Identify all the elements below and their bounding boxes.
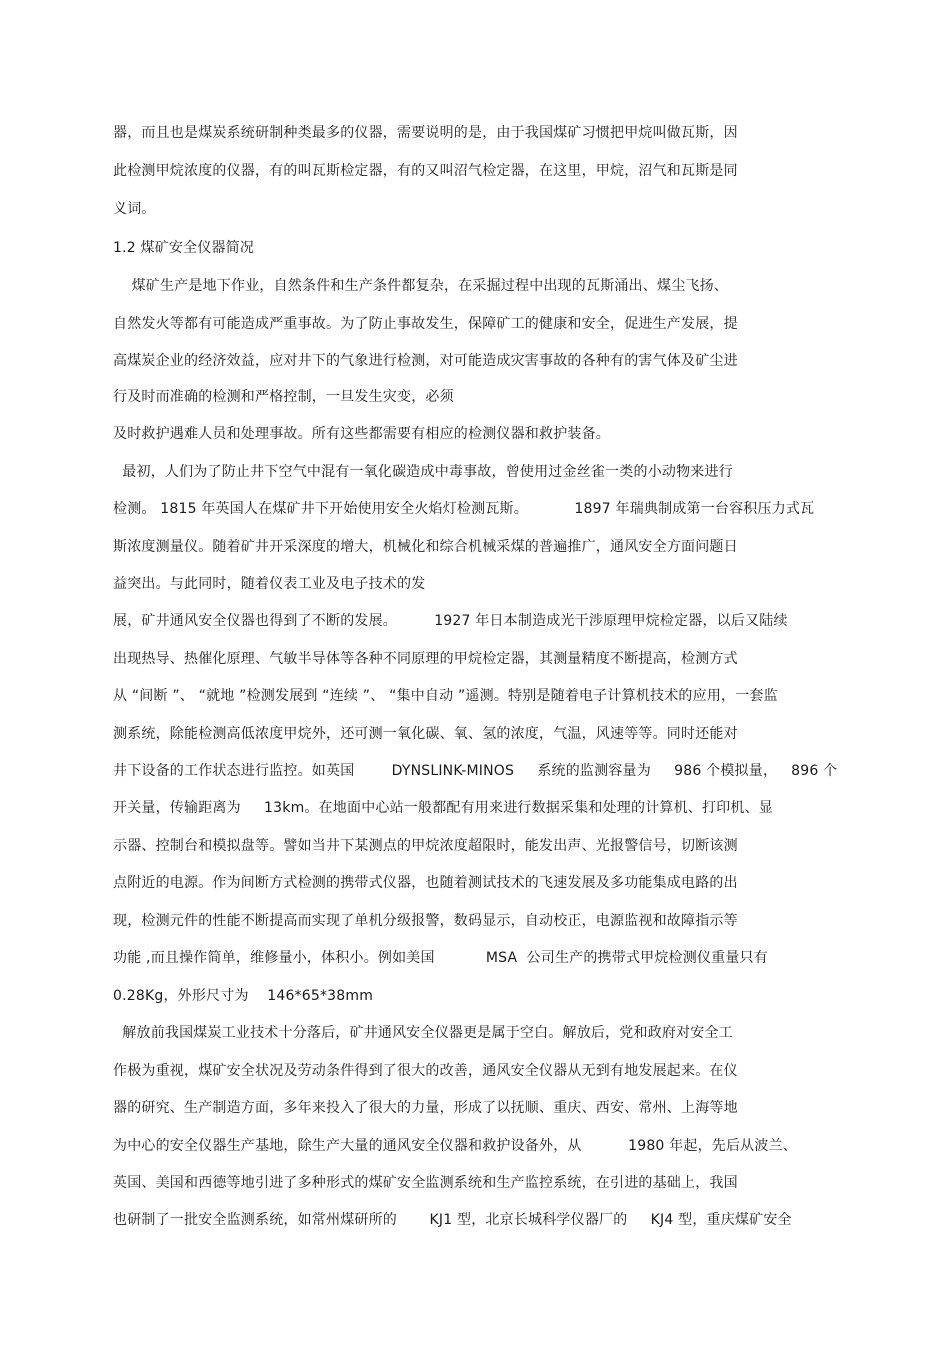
text-line: 益突出。与此同时，随着仪表工业及电子技术的发 — [113, 576, 426, 592]
text-line: 高煤炭企业的经济效益，应对井下的气象进行检测，对可能造成灾害事故的各种有的害气体及矿尘进 — [113, 353, 738, 369]
text-line: 测系统，除能检测高低浓度甲烷外，还可测一氧化碳、氧、氢的浓度，气温，风速等等。同时还能对 — [113, 726, 738, 742]
text-line: 出现热导、热催化原理、气敏半导体等各种不同原理的甲烷检定器，其测量精度不断提高，检测方式 — [113, 651, 738, 667]
text-line: 行及时而准确的检测和严格控制，一旦发生灾变，必须 — [113, 389, 454, 405]
section-heading: 1.2 煤矿安全仪器简况 — [113, 240, 255, 256]
text-line: 作极为重视，煤矿安全状况及劳动条件得到了很大的改善，通风安全仪器从无到有地发展起来。在仪 — [113, 1063, 738, 1079]
text-line: 自然发火等都有可能造成严重事故。为了防止事故发生，保障矿工的健康和安全，促进生产发展，提 — [113, 316, 738, 332]
text-line: 为中心的安全仪器生产基地，除生产大量的通风安全仪器和救护设备外，从 1980 年起，先后从波兰、 — [113, 1138, 797, 1154]
text-line: 及时救护遇难人员和处理事故。所有这些都需要有相应的检测仪器和救护装备。 — [113, 426, 610, 442]
text-line: 此检测甲烷浓度的仪器，有的叫瓦斯检定器，有的又叫沼气检定器，在这里，甲烷，沼气和瓦斯是同 — [113, 163, 738, 179]
text-line: 0.28Kg，外形尺寸为 146*65*38mm — [113, 988, 374, 1004]
text-line: 最初，人们为了防止井下空气中混有一氧化碳造成中毒事故，曾使用过金丝雀一类的小动物来进行 — [113, 464, 733, 480]
text-line: 开关量，传输距离为 13km。在地面中心站一般都配有用来进行数据采集和处理的计算机、打印机、显 — [113, 800, 774, 816]
text-line: 斯浓度测量仪。随着矿井开采深度的增大，机械化和综合机械采煤的普遍推广，通风安全方面问题日 — [113, 539, 738, 555]
text-line: 点附近的电源。作为间断方式检测的携带式仪器，也随着测试技术的飞速发展及多功能集成电路的出 — [113, 875, 738, 891]
text-line: 检测。 1815 年英国人在煤矿井下开始使用安全火焰灯检测瓦斯。 1897 年瑞典制成第一台容积压力式瓦 — [113, 501, 815, 517]
text-line: 井下设备的工作状态进行监控。如英国 DYNSLINK-MINOS 系统的监测容量为 986 个模拟量， 896 个 — [113, 763, 838, 779]
text-line: 功能 ,而且操作简单，维修量小，体积小。例如美国 MSA 公司生产的携带式甲烷检测仪重量只有 — [113, 950, 768, 966]
text-line: 器的研究、生产制造方面，多年来投入了很大的力量，形成了以抚顺、重庆、西安、常州、上海等地 — [113, 1100, 738, 1116]
text-line: 也研制了一批安全监测系统，如常州煤研所的 KJ1 型，北京长城科学仪器厂的 KJ4 型，重庆煤矿安全 — [113, 1212, 792, 1228]
text-line: 解放前我国煤炭工业技术十分落后，矿井通风安全仪器更是属于空白。解放后，党和政府对安全工 — [113, 1025, 733, 1041]
text-line: 义词。 — [113, 201, 156, 217]
text-line: 现，检测元件的性能不断提高而实现了单机分级报警，数码显示，自动校正，电源监视和故障指示等 — [113, 913, 738, 929]
text-line: 煤矿生产是地下作业，自然条件和生产条件都复杂，在采掘过程中出现的瓦斯涌出、煤尘飞扬、 — [113, 278, 728, 294]
text-line: 示器、控制台和模拟盘等。譬如当井下某测点的甲烷浓度超限时，能发出声、光报警信号，切断该测 — [113, 838, 738, 854]
text-line: 展，矿井通风安全仪器也得到了不断的发展。 1927 年日本制造成光干涉原理甲烷检定器，以后又陆续 — [113, 613, 788, 629]
text-line: 英国、美国和西德等地引进了多种形式的煤矿安全监测系统和生产监控系统，在引进的基础上，我国 — [113, 1175, 738, 1191]
text-line: 器，而且也是煤炭系统研制种类最多的仪器，需要说明的是，由于我国煤矿习惯把甲烷叫做瓦斯，因 — [113, 125, 738, 141]
text-line: 从 “间断 ”、 “就地 ”检测发展到 “连续 ”、 “集中自动 ”遥测。特别是随着电子计算机技术的应用，一套监 — [113, 688, 778, 704]
